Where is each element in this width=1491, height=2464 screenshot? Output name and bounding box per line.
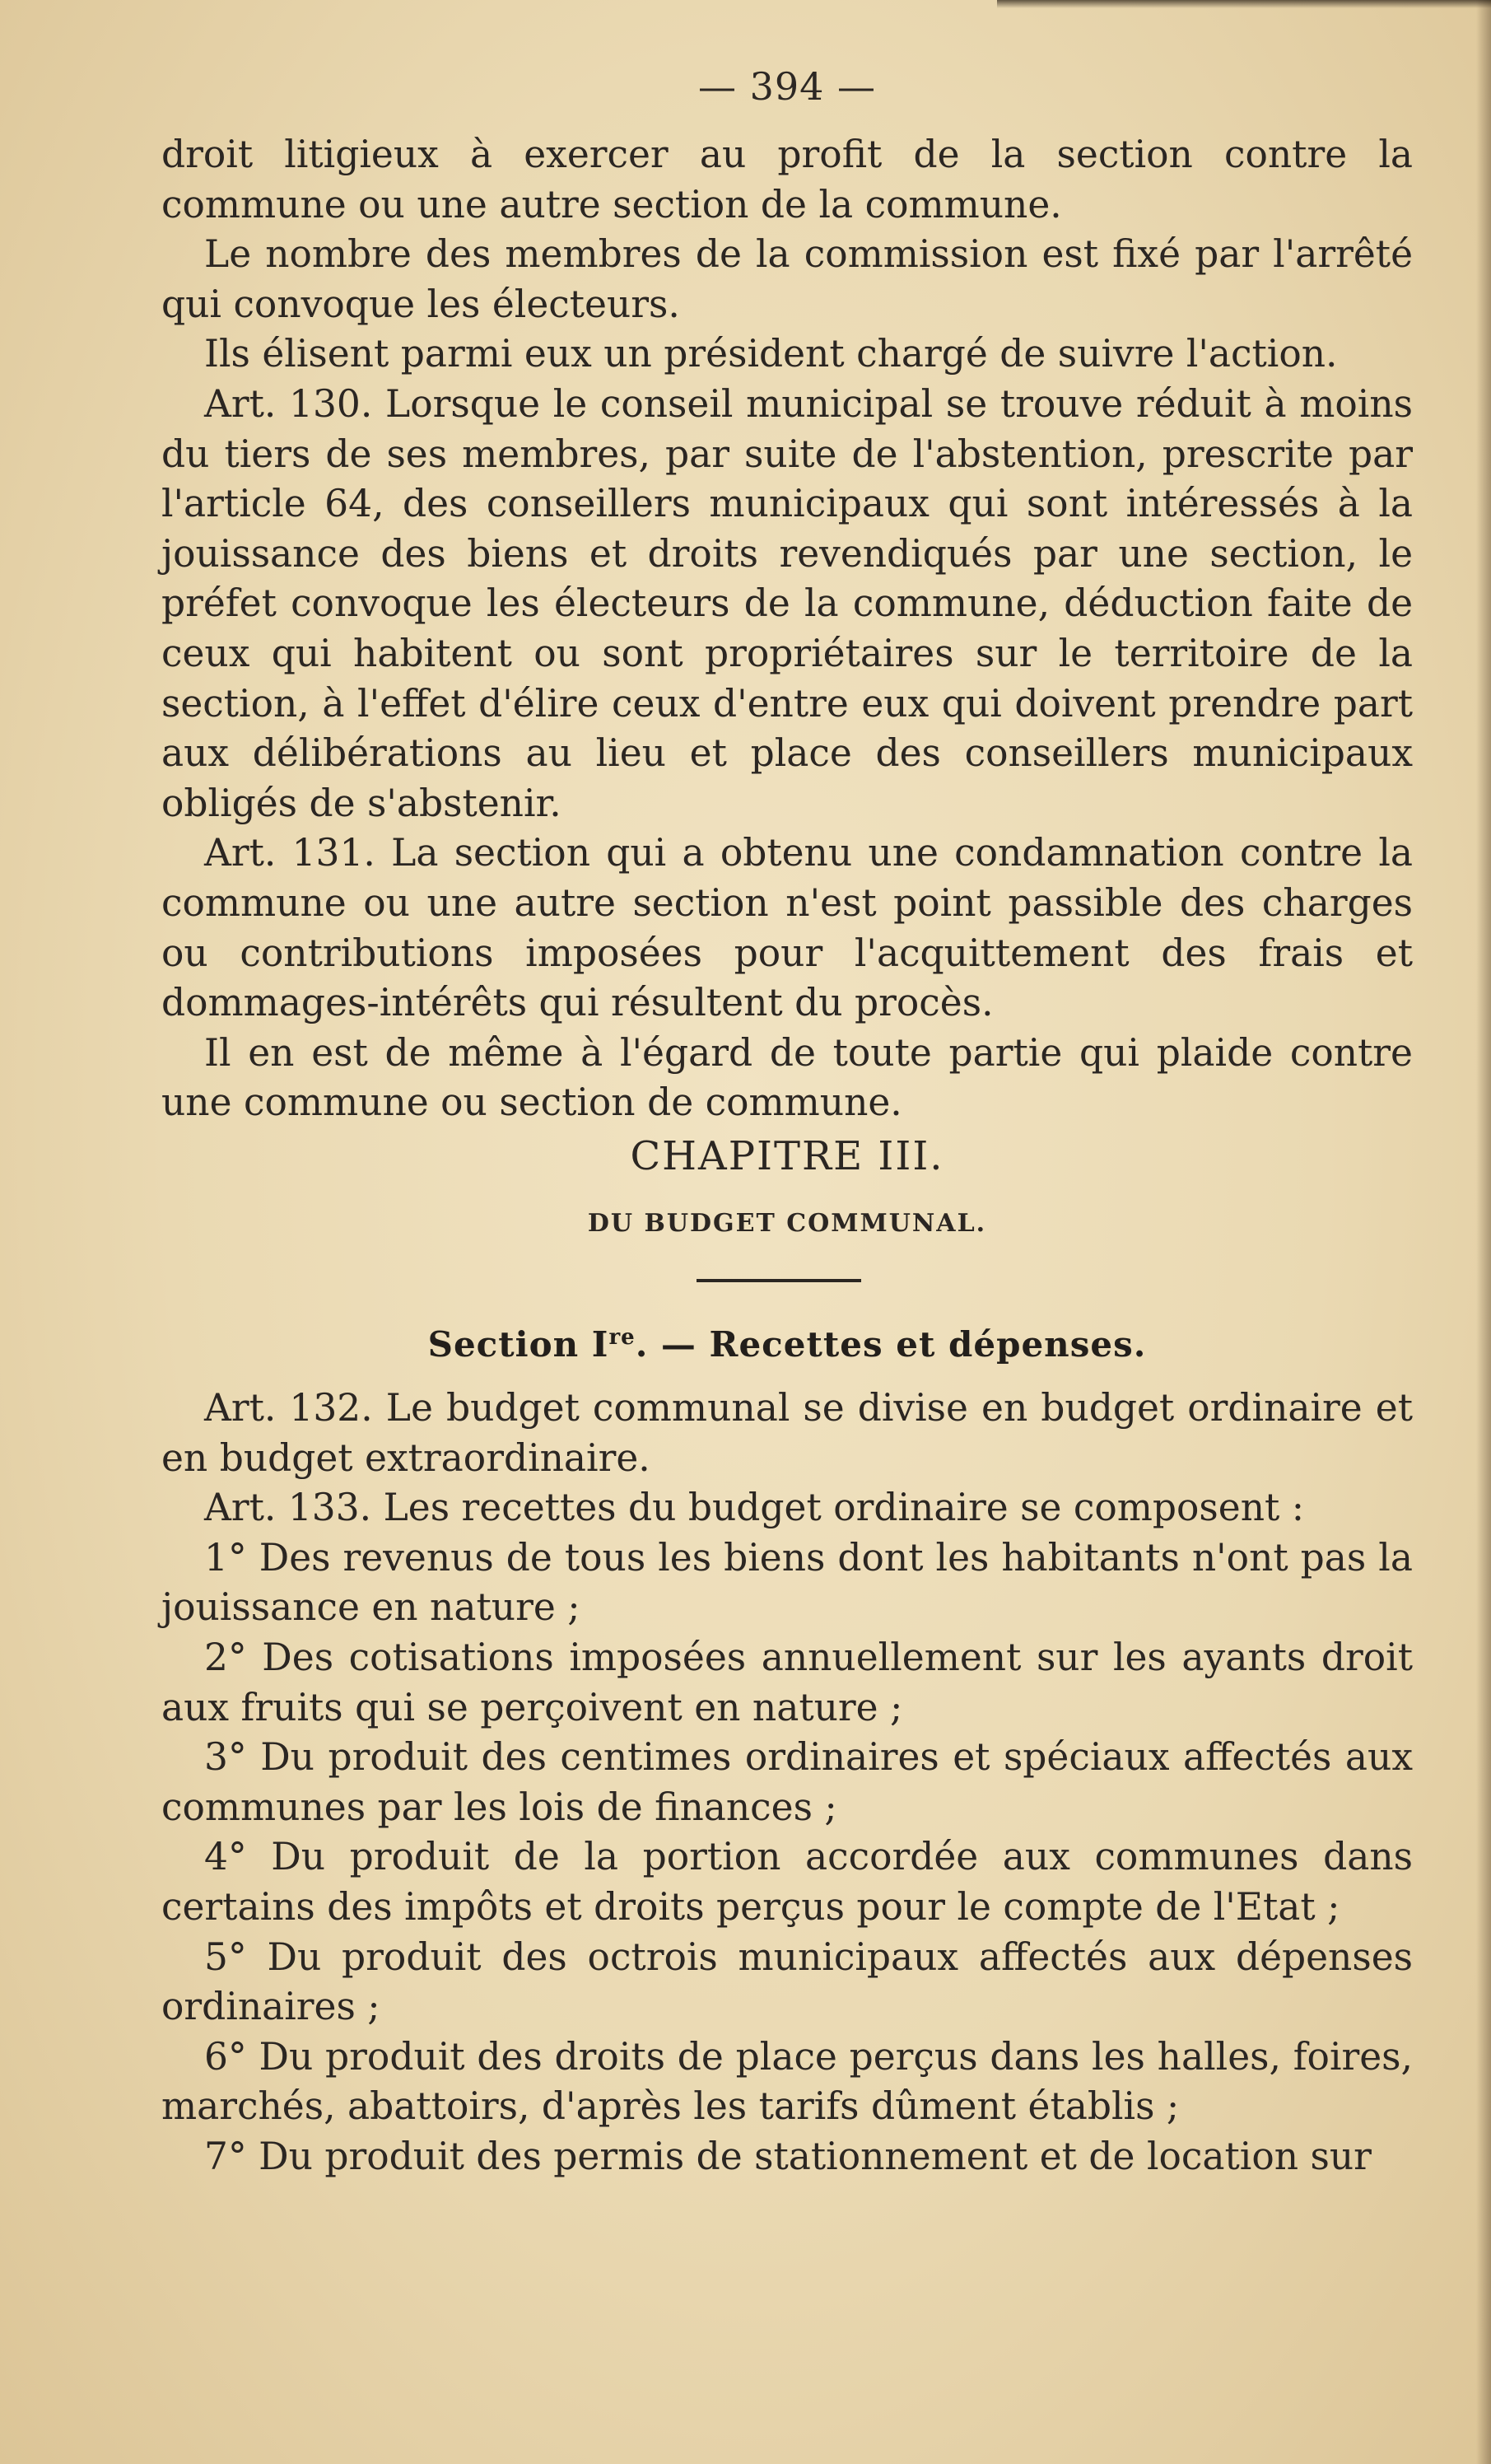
list-item: 4° Du produit de la portion accordée aux communes dans certains des impôts et droits perçus pour le compte de l'Etat ; [161, 1835, 1413, 1929]
paragraph: Il en est de même à l'égard de toute partie qui plaide contre une commune ou section de commune. [161, 1030, 1413, 1125]
paragraph-article-130: Art. 130. Lorsque le conseil municipal se trouve réduit à moins du tiers de ses membres, par suite de l'abstention, prescrite par l'article 64, des conseillers municipaux qui sont intéressés à la jouissance des biens et droits revendiqués par une section, le préfet convoque les électeurs de la commune, déduction faite de ceux qui habitent ou sont propriétaires sur le territoire de la section, à l'effet d'élire ceux d'entre eux qui doivent prendre part aux délibérations au lieu et place des conseillers municipaux obligés de s'abstenir. [161, 381, 1413, 825]
paragraph: Ils élisent parmi eux un président chargé de suivre l'action. [204, 332, 1338, 376]
chapter-title: CHAPITRE III. [630, 1133, 944, 1179]
page-edge-shadow [1476, 0, 1491, 2464]
body-text-top [161, 130, 1413, 1128]
list-item: 7° Du produit des permis de stationnement et de location sur [204, 2134, 1372, 2178]
paragraph-article-132: Art. 132. Le budget communal se divise en budget ordinaire et en budget extraordinaire. [161, 1386, 1413, 1480]
list-item: 5° Du produit des octrois municipaux affectés aux dépenses ordinaires ; [161, 1934, 1413, 2029]
section-heading-prefix: Section I [427, 1324, 609, 1365]
body-text-bottom [161, 1384, 1413, 2182]
section-heading [161, 1324, 1413, 1365]
list-item: 1° Des revenus de tous les biens dont les habitants n'ont pas la jouissance en nature ; [161, 1535, 1413, 1630]
paragraph-article-131: Art. 131. La section qui a obtenu une condamnation contre la commune ou une autre section n'est point passible des charges ou contributions imposées pour l'acquittement des frais et dommages-intérêts qui résultent du procès. [161, 831, 1413, 1025]
list-item: 3° Du produit des centimes ordinaires et spéciaux affectés aux communes par les lois de finances ; [161, 1735, 1413, 1829]
paragraph: Le nombre des membres de la commission est fixé par l'arrêté qui convoque les électeurs. [161, 232, 1413, 326]
page-top-shadow [997, 0, 1491, 8]
paragraph-article-133: Art. 133. Les recettes du budget ordinaire se composent : [204, 1486, 1305, 1530]
section-heading-suffix: . — Recettes et dépenses. [635, 1324, 1147, 1365]
list-item: 6° Du produit des droits de place perçus dans les halles, foires, marchés, abattoirs, d'après les tarifs dûment établis ; [161, 2034, 1413, 2129]
divider-rule [697, 1279, 861, 1282]
list-item: 2° Des cotisations imposées annuellement sur les ayants droit aux fruits qui se perçoivent en nature ; [161, 1635, 1413, 1729]
paragraph-continuation: droit litigieux à exercer au profit de la section contre la commune ou une autre section de la commune. [161, 133, 1413, 226]
page-number: — 394 — [697, 64, 877, 109]
chapter-subtitle: DU BUDGET COMMUNAL. [587, 1209, 987, 1238]
section-heading-sup: re [608, 1325, 636, 1350]
